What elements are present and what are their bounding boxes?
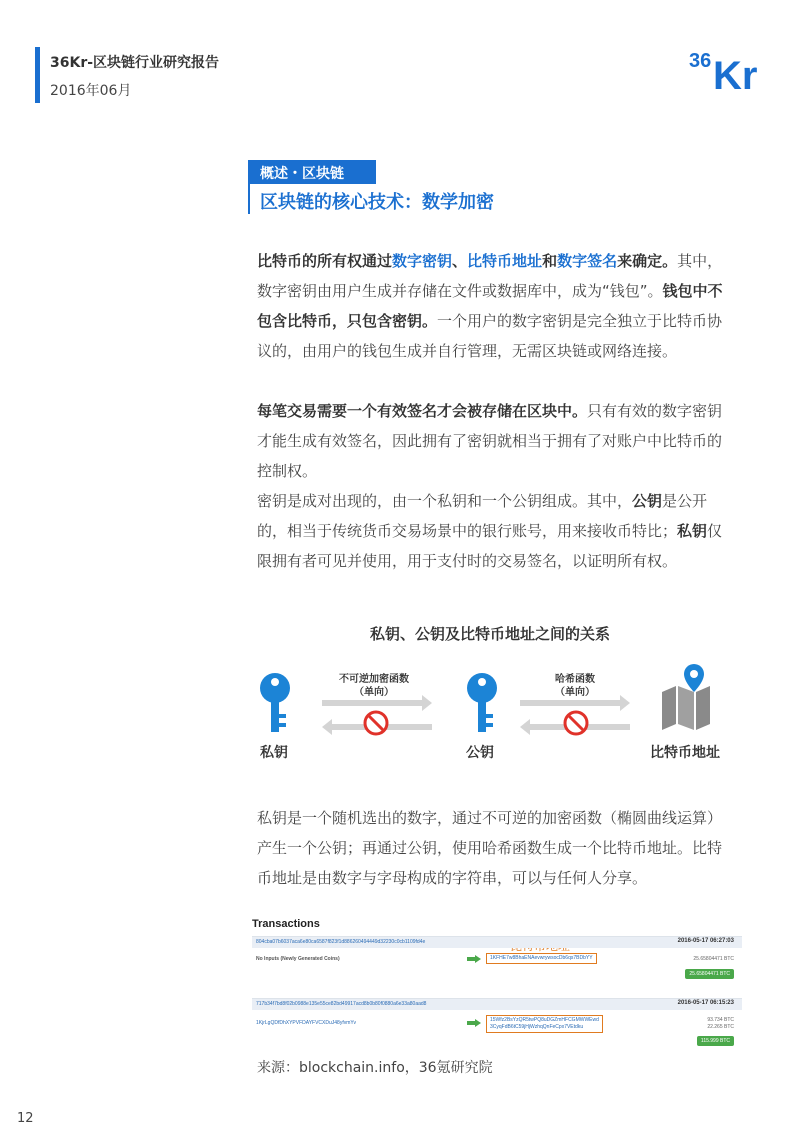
tx1-total-button[interactable]: 25.65804471 BTC [685, 969, 734, 979]
tx2-total-button[interactable]: 115.999 BTC [697, 1036, 734, 1046]
tx2-output-addresses[interactable] [486, 1015, 603, 1033]
key-relationship-diagram [250, 660, 740, 770]
tx1-input: No Inputs (Newly Generated Coins) [256, 956, 340, 962]
p2-text: 只有有效的数字密钥才能生成有效签名，因此拥有了密钥就相当于拥有了对账户中比特币的控制权。 [257, 402, 723, 480]
tx2-input[interactable]: 1KjrLgQDfDhXYPVFDAYFVCXDuJ48yfvmYv [256, 1020, 356, 1026]
section-tag: 概述・区块链 [248, 160, 376, 184]
address-label: 比特币地址 [650, 745, 720, 761]
paragraph-signature [257, 396, 735, 486]
arrow2-label-line1: 哈希函数 [555, 674, 595, 685]
tx1-date: 2016-05-17 06:27:03 [677, 938, 734, 944]
public-key-label: 公钥 [466, 745, 494, 761]
tx2-amounts [707, 1017, 734, 1031]
tx2-output-address-2[interactable]: 3CyqFdB6tC59jHjWzhqQnFeCpx7VEtdku [490, 1024, 584, 1030]
p1-text-independent: 一个用户的数字密钥是完全独立于比特币协议的，由用户的钱包生成并自行管理，无需区块链或网络连接。 [257, 312, 723, 360]
tx2-arrow-icon [467, 1019, 481, 1027]
tx2-amount-1: 93.734 BTC [707, 1017, 734, 1023]
p3-text-3: 仅限拥有者可见并使用，用于支付时的交易签名，以证明所有权。 [257, 522, 723, 570]
p1-highlight-signature: 数字签名 [557, 252, 618, 270]
tx2-output-address-1[interactable]: 15Wfz2BsYzQR5twPQ8uDGZmHFCGMWWEwd [490, 1017, 599, 1023]
report-title: 36Kr-区块链行业研究报告 [50, 55, 220, 71]
tx1-arrow-icon [467, 955, 481, 963]
source-note: 来源：blockchain.info，36氪研究院 [257, 1060, 493, 1076]
section-heading: 区块链的核心技术：数学加密 [260, 192, 494, 213]
p2-bold: 每笔交易需要一个有效签名才会被存储在区块中。 [257, 402, 588, 420]
tx1-hash[interactable]: 804cba07b6037aca6e80ca6587f823f1d886260494449d32230c0cb1109fd4e [256, 939, 426, 945]
logo-main: Kr [713, 54, 758, 95]
arrow2-label-line2: （单向） [555, 687, 595, 698]
p3-text-2: 是公开的，相当于传统货币交易场景中的银行账号，用来接收币特比； [257, 492, 708, 540]
private-key-label: 私钥 [260, 745, 288, 761]
forbidden-icon-2 [565, 712, 587, 734]
p1-text-wallet: 其中，数字密钥由用户生成并存储在文件或数据库中，成为“钱包”。 [257, 252, 723, 300]
p1-bold-lead: 比特币的所有权通过 [257, 252, 393, 270]
figure-title: 私钥、公钥及比特币地址之间的关系 [370, 625, 611, 643]
tx2-date: 2016-05-17 06:15:23 [677, 1000, 734, 1006]
tx1-header-row [252, 936, 742, 948]
p4-text: 私钥是一个随机选出的数字，通过不可逆的加密函数（椭圆曲线运算）产生一个公钥；再通过公钥，使用哈希函数生成一个比特币地址。比特币地址是由数字与字母构成的字符串，可以与任何人分享。 [257, 809, 723, 887]
tx2-header-row [252, 998, 742, 1010]
p3-text-1: 密钥是成对出现的，由一个私钥和一个公钥组成。其中， [257, 492, 633, 510]
p1-sep: 、 [452, 252, 468, 270]
map-pin-icon [662, 664, 710, 730]
section-accent-line [248, 184, 250, 214]
arrow1-label-line1: 不可逆加密函数 [339, 674, 409, 685]
logo-sup: 36 [689, 50, 712, 72]
paragraph-keypair [257, 486, 735, 576]
p1-and: 和 [542, 252, 558, 270]
tx2-hash[interactable]: 717b34f7bd8f02b0988e135e55ce82bd49917acd8b0b80f0880a6e33a80aad8 [256, 1001, 427, 1007]
forbidden-icon [365, 712, 387, 734]
p1-bold-end: 来确定。 [617, 252, 678, 270]
p1-highlight-digital-key: 数字密钥 [392, 252, 453, 270]
paragraph-ownership [257, 246, 735, 366]
tx1-output-address[interactable]: 1KFHE7w8BhaENAevwrywsocDb6qs7BDbYY [486, 953, 597, 964]
tx1-amount: 25.65804471 BTC [693, 956, 734, 962]
p3-bold-public: 公钥 [632, 492, 663, 510]
36kr-logo [685, 45, 775, 95]
header-accent-bar [35, 47, 40, 103]
page-number: 12 [17, 1111, 34, 1126]
p1-highlight-address: 比特币地址 [467, 252, 543, 270]
transactions-title: Transactions [252, 918, 320, 930]
report-date: 2016年06月 [50, 83, 132, 99]
paragraph-key-generation [257, 803, 735, 893]
public-key-icon [467, 673, 497, 732]
p3-bold-private: 私钥 [677, 522, 708, 540]
arrow1-label-line2: （单向） [354, 687, 394, 698]
p1-bold-wallet: 钱包中不包含比特币，只包含密钥。 [257, 282, 723, 330]
tx2-amount-2: 22.265 BTC [707, 1024, 734, 1030]
transactions-screenshot [252, 916, 742, 1051]
private-key-icon [260, 673, 290, 732]
